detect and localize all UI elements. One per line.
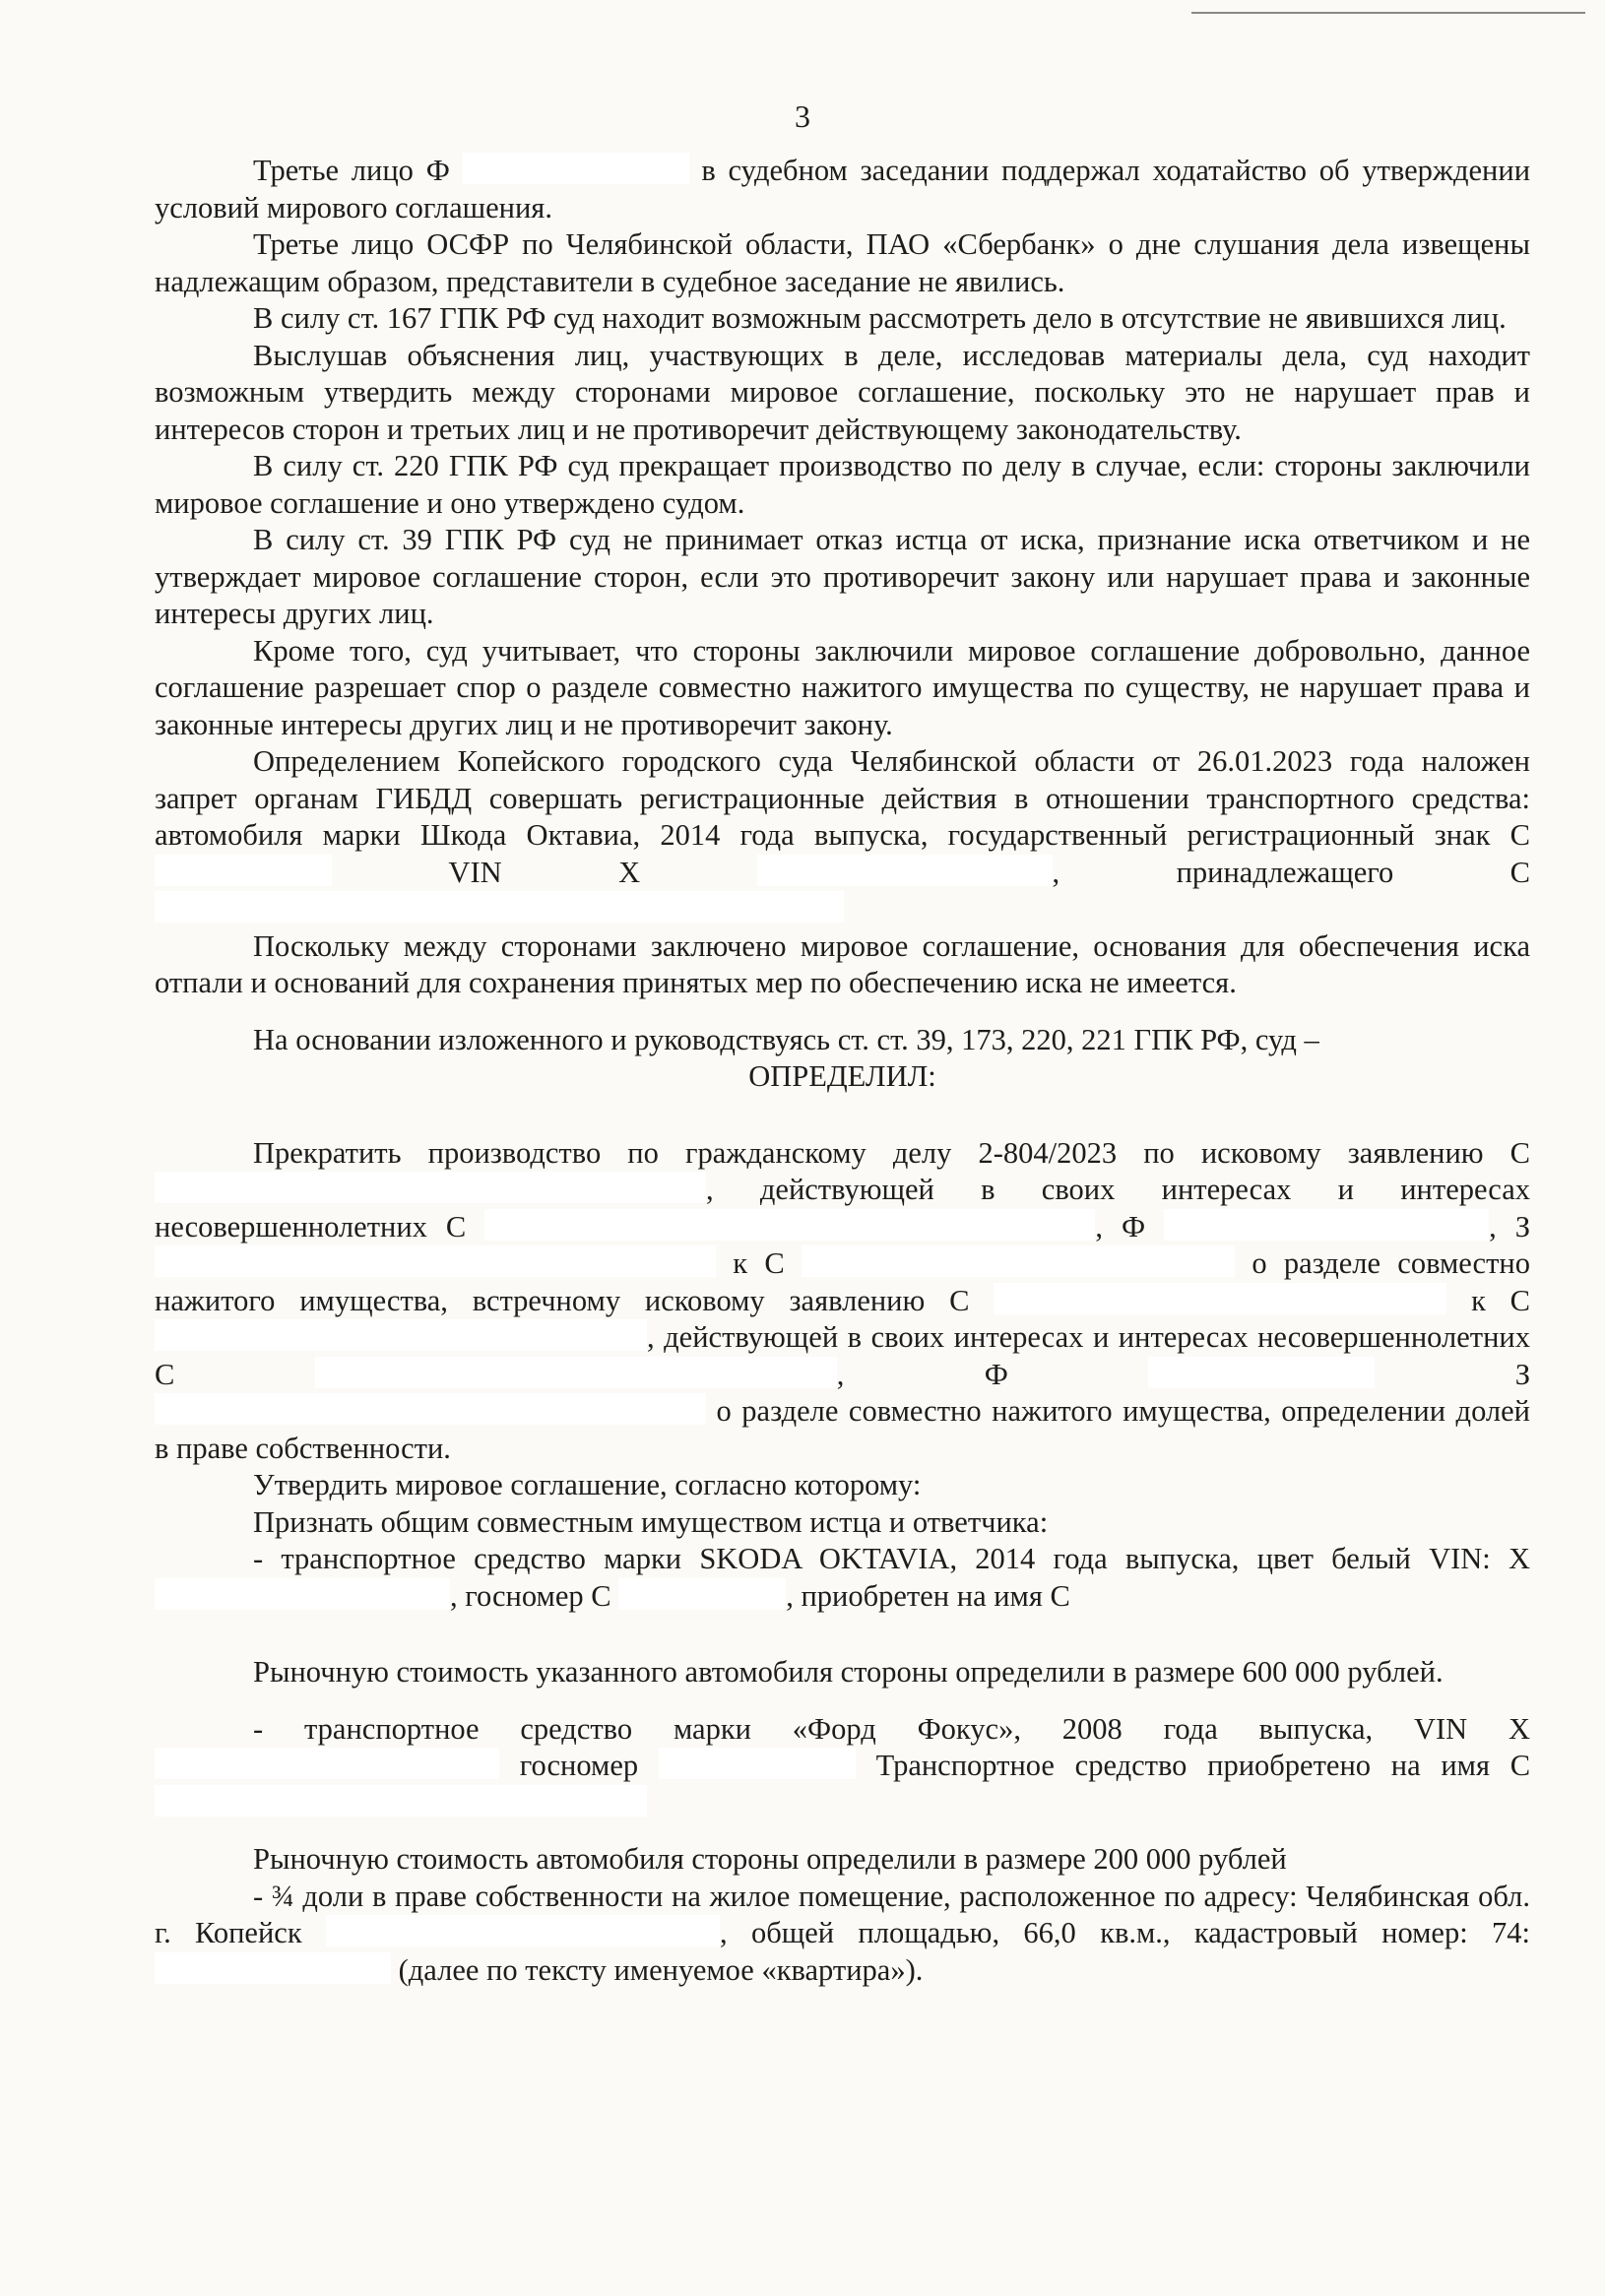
paragraph-apartment bbox=[155, 1879, 1530, 1990]
redaction-block bbox=[155, 1245, 716, 1277]
redaction-block bbox=[315, 1357, 837, 1388]
text-segment: Х bbox=[618, 855, 641, 889]
redaction-block bbox=[155, 1578, 450, 1610]
redaction-block bbox=[802, 1245, 1235, 1277]
paragraph-court-considers: Кроме того, суд учитывает, что стороны заключили мировое соглашение добровольно, данное соглашение разрешает спор о разделе совместно нажитого имущества по существу, не нарушает права и законные интересы других лиц и не противоречит закону. bbox=[155, 633, 1530, 741]
redaction-block bbox=[463, 153, 689, 184]
text-segment: о разделе совместно нажитого имущества, определении долей в праве собственности. bbox=[155, 1394, 1531, 1465]
paragraph-joint-property: Признать общим совместным имуществом истца и ответчика: bbox=[253, 1504, 1049, 1539]
text-segment: VIN bbox=[448, 855, 502, 889]
paragraph-ford bbox=[155, 1711, 1530, 1822]
text-segment: госномер bbox=[519, 1749, 639, 1782]
redaction-block bbox=[155, 1748, 499, 1779]
paragraph-terminate-proceedings bbox=[155, 1135, 1530, 1468]
text-segment: , госномер С bbox=[450, 1578, 611, 1613]
text-segment: (далее по тексту именуемое «квартира»). bbox=[398, 1952, 924, 1987]
redaction-block bbox=[659, 1748, 856, 1779]
paragraph-hearing: Выслушав объяснения лиц, участвующих в деле, исследовав материалы дела, суд находит возможным утвердить между сторонами мировое соглашение, поскольку это не нарушает прав и интересов сторон и третьих лиц и не противоречит действующему законодательству. bbox=[155, 338, 1530, 446]
paragraph-article-220: В силу ст. 220 ГПК РФ суд прекращает производство по делу в случае, если: стороны заключили мировое соглашение и оно утверждено судом. bbox=[155, 449, 1530, 520]
text-segment: З bbox=[1514, 1357, 1531, 1391]
text-segment: , Ф bbox=[1095, 1209, 1146, 1244]
text-segment: Прекратить производство по гражданскому делу 2-804/2023 по исковому заявлению С bbox=[253, 1135, 1530, 1170]
text-segment: Определением Копейского городского суда Челябинской области от 26.01.2023 года наложен запрет органам ГИБДД совершать регистрационные действия в отношении транспортного средства: автомобиля марки Шкода Октавиа, 2014 года выпуска, государственный регистрационный знак С bbox=[155, 744, 1530, 852]
text-segment: , общей площадью, 66,0 кв.м., кадастровый номер: 74: bbox=[720, 1916, 1530, 1949]
redaction-block bbox=[757, 855, 1053, 886]
text-segment: , приобретен на имя С bbox=[786, 1578, 1070, 1613]
paragraph-security-measures: Поскольку между сторонами заключено мировое соглашение, основания для обеспечения иска отпали и оснований для сохранения принятых мер по обеспечению иска не имеется. bbox=[155, 928, 1530, 999]
redaction-block bbox=[618, 1578, 786, 1610]
text-segment: к С bbox=[733, 1246, 785, 1280]
text-segment: к С bbox=[1471, 1283, 1531, 1317]
text-segment: о разделе совместно нажитого имущества, встречному исковому заявлению С bbox=[155, 1246, 1530, 1317]
text-segment: - транспортное средство марки «Форд Фокус», 2008 года выпуска, VIN Х bbox=[253, 1711, 1530, 1746]
paragraph-skoda-value: Рыночную стоимость указанного автомобиля стороны определили в размере 600 000 рублей. bbox=[253, 1655, 1444, 1689]
text-segment: , Ф bbox=[836, 1357, 1008, 1391]
redaction-block bbox=[155, 1393, 706, 1425]
redaction-block bbox=[155, 1785, 647, 1817]
redaction-block bbox=[1164, 1209, 1489, 1241]
paragraph-ford-value: Рыночную стоимость автомобиля стороны определили в размере 200 000 рублей bbox=[253, 1842, 1287, 1876]
redaction-block bbox=[994, 1283, 1446, 1314]
text-segment: - транспортное средство марки SKODA OKTAVIA, 2014 года выпуска, цвет белый VIN: Х bbox=[253, 1542, 1530, 1575]
ruling-heading: ОПРЕДЕЛИЛ: bbox=[748, 1059, 936, 1093]
page-number: 3 bbox=[795, 98, 810, 134]
text-segment: - ¾ доли в праве собственности на жилое помещение, расположенное по адресу: Челябинская обл. г. Копейск bbox=[155, 1879, 1530, 1949]
redaction-block bbox=[155, 1319, 647, 1351]
redaction-block bbox=[155, 891, 844, 923]
document-body bbox=[155, 153, 1530, 1989]
paragraph-third-party-f bbox=[155, 153, 1530, 226]
redaction-block bbox=[1148, 1357, 1375, 1388]
paragraph-article-167: В силу ст. 167 ГПК РФ суд находит возможным рассмотреть дело в отсутствие не явившихся лиц. bbox=[253, 301, 1507, 335]
scan-edge-line bbox=[1191, 12, 1585, 14]
redaction-block bbox=[155, 1172, 706, 1203]
redaction-block bbox=[155, 855, 332, 886]
text-segment: Третье лицо Ф bbox=[253, 154, 450, 187]
paragraph-approve-settlement: Утвердить мировое соглашение, согласно которому: bbox=[253, 1468, 922, 1501]
text-segment: , З bbox=[1489, 1209, 1531, 1244]
text-segment: Транспортное средство приобретено на имя С bbox=[875, 1749, 1531, 1782]
paragraph-third-party-osfr: Третье лицо ОСФР по Челябинской области, ПАО «Сбербанк» о дне слушания дела извещены надлежащим образом, представители в судебное заседание не явились. bbox=[155, 227, 1530, 298]
redaction-block bbox=[155, 1952, 391, 1984]
text-segment: , действующей в своих интересах и интересах несовершеннолетних С bbox=[155, 1320, 1530, 1391]
paragraph-skoda bbox=[155, 1541, 1530, 1615]
text-segment: , действующей в своих интересах и интересах несовершеннолетних С bbox=[155, 1173, 1530, 1244]
text-segment: , принадлежащего С bbox=[1052, 855, 1530, 889]
redaction-block bbox=[326, 1915, 720, 1946]
paragraph-based-on: На основании изложенного и руководствуясь ст. ст. 39, 173, 220, 221 ГПК РФ, суд – bbox=[253, 1022, 1319, 1056]
paragraph-gibdd-ban bbox=[155, 743, 1530, 928]
redaction-block bbox=[484, 1209, 1095, 1241]
paragraph-article-39: В силу ст. 39 ГПК РФ суд не принимает отказ истца от иска, признание иска ответчиком и не утверждает мировое соглашение сторон, если это противоречит закону или нарушает права и законные интересы других лиц. bbox=[155, 523, 1530, 630]
text-segment: в судебном заседании поддержал ходатайство об утверждении условий мирового соглашения. bbox=[155, 154, 1531, 224]
